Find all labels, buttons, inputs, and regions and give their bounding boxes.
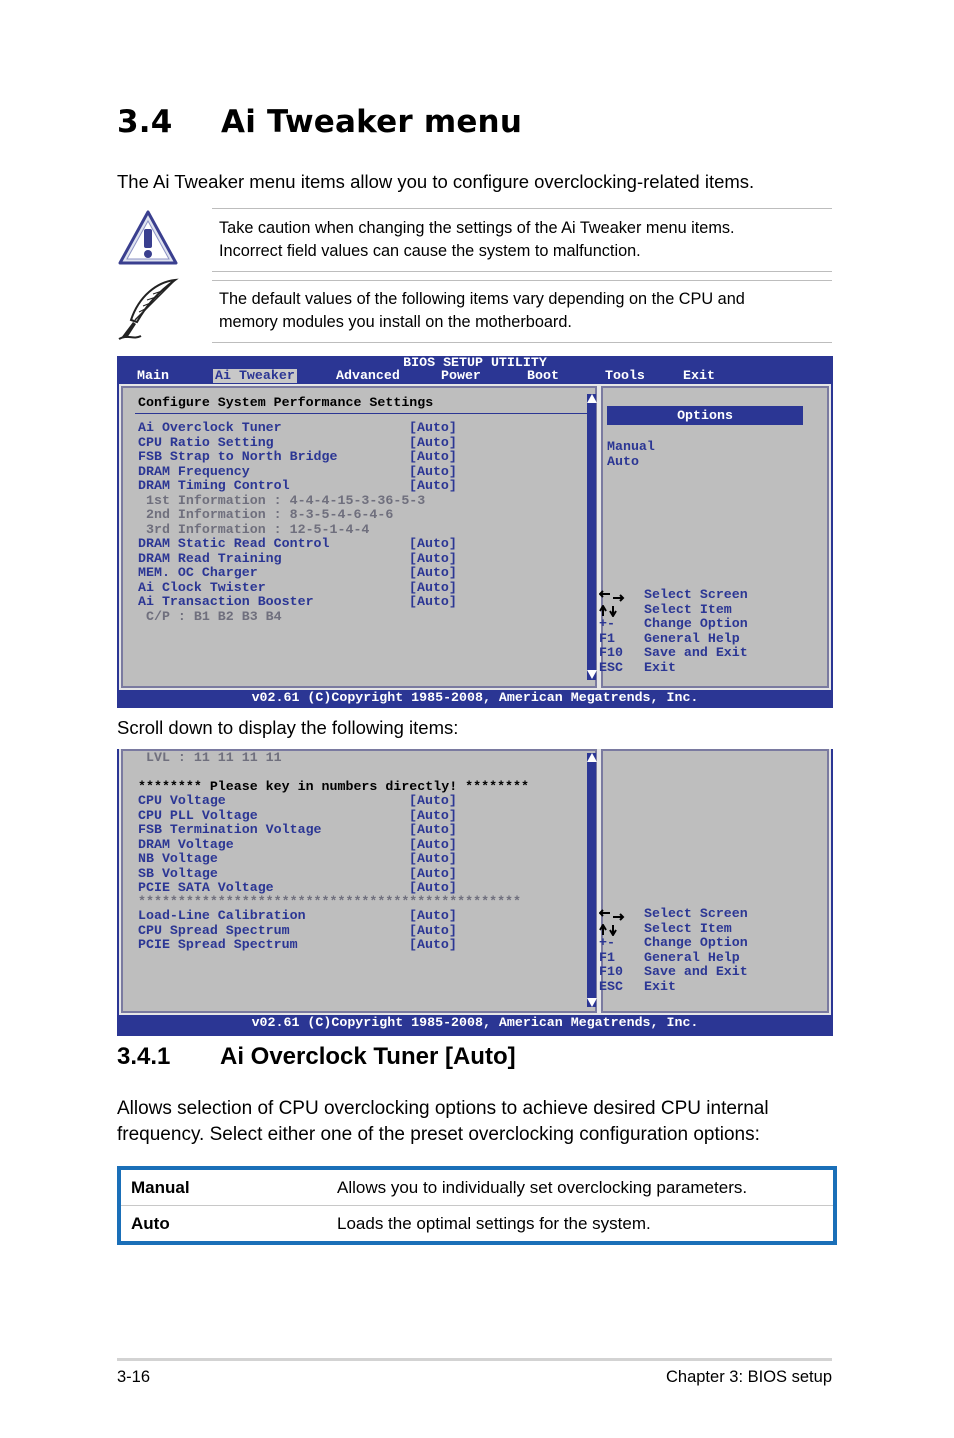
info-line: 1st Information : 4-4-4-15-3-36-5-3 <box>138 492 426 508</box>
footer-rule <box>117 1358 832 1361</box>
caution-line-2: Incorrect field values can cause the system to malfunction. <box>219 242 641 260</box>
bios-scrollbar[interactable] <box>587 394 596 680</box>
info-line: 2nd Information : 8-3-5-4-6-4-6 <box>138 507 394 522</box>
table-row <box>119 1206 835 1244</box>
key-description: Select Screen <box>644 587 748 602</box>
scroll-down-arrow-icon[interactable] <box>587 670 597 679</box>
section-title: Ai Tweaker menu <box>221 104 523 140</box>
bios-screen-scrolled <box>117 749 833 1036</box>
page-title <box>117 104 522 140</box>
setting-label[interactable]: FSB Termination Voltage <box>138 822 322 837</box>
setting-value[interactable]: [Auto] <box>409 434 457 450</box>
setting-label[interactable]: NB Voltage <box>138 851 218 866</box>
bios-footer: v02.61 (C)Copyright 1985-2008, American Megatrends, Inc. <box>251 690 699 705</box>
scroll-down-arrow-icon[interactable] <box>587 998 597 1007</box>
bios-tab-advanced[interactable]: Advanced <box>336 368 400 383</box>
option-key: Manual <box>119 1168 327 1206</box>
numbers-prompt: ******** Please key in numbers directly! ******** <box>138 779 529 794</box>
setting-value[interactable]: [Auto] <box>409 463 457 479</box>
subsection-title <box>117 1043 516 1071</box>
key-name: F10 <box>599 645 623 660</box>
scroll-up-arrow-icon[interactable] <box>587 394 597 403</box>
setting-value[interactable]: [Auto] <box>409 937 457 952</box>
separator: ************************************************ <box>138 894 522 909</box>
key-name: F1 <box>599 949 615 965</box>
option-key: Auto <box>119 1206 327 1244</box>
key-description: Select Item <box>644 601 732 617</box>
bios-section-title: Configure System Performance Settings <box>138 395 434 410</box>
setting-label[interactable]: PCIE Spread Spectrum <box>138 937 298 952</box>
key-description: Select Screen <box>644 906 748 921</box>
bios-tab-main[interactable]: Main <box>137 368 169 383</box>
scroll-caption: Scroll down to display the following items: <box>117 717 459 738</box>
caution-note <box>117 207 832 273</box>
key-name: +- <box>599 935 615 950</box>
setting-label[interactable]: DRAM Timing Control <box>138 478 290 493</box>
setting-value[interactable]: [Auto] <box>409 420 457 435</box>
bios-tab-power[interactable]: Power <box>441 368 481 383</box>
setting-value[interactable]: [Auto] <box>409 536 457 551</box>
setting-label[interactable]: CPU Voltage <box>138 793 226 808</box>
key-description: Exit <box>644 978 676 994</box>
note-line-2: memory modules you install on the motherboard. <box>219 313 572 331</box>
setting-label[interactable]: Ai Overclock Tuner <box>138 420 282 435</box>
chapter-label: Chapter 3: BIOS setup <box>665 1368 832 1386</box>
key-name: F1 <box>599 630 615 646</box>
description-paragraph: Allows selection of CPU overclocking options to achieve desired CPU internal frequency. Select either one of the preset overclocking configuration options: <box>117 1098 769 1145</box>
options-table <box>117 1166 837 1245</box>
option-desc: Allows you to individually set overclocking parameters. <box>327 1168 835 1206</box>
setting-value[interactable]: [Auto] <box>409 865 457 881</box>
feather-pen-icon <box>117 276 181 342</box>
setting-value[interactable]: [Auto] <box>409 565 457 580</box>
options-header: Options <box>607 406 803 425</box>
subsection-label: Ai Overclock Tuner [Auto] <box>220 1043 516 1070</box>
key-description: Exit <box>644 659 676 675</box>
setting-label[interactable]: PCIE SATA Voltage <box>138 880 274 895</box>
setting-value[interactable]: [Auto] <box>409 880 457 895</box>
setting-value[interactable]: [Auto] <box>409 836 457 852</box>
setting-value[interactable]: [Auto] <box>409 908 457 923</box>
option-desc: Loads the optimal settings for the system. <box>327 1206 835 1244</box>
bios-footer-2: v02.61 (C)Copyright 1985-2008, American Megatrends, Inc. <box>251 1015 699 1030</box>
setting-value[interactable]: [Auto] <box>409 822 457 837</box>
subsection-number: 3.4.1 <box>117 1043 171 1070</box>
note-line-1: The default values of the following items vary depending on the CPU and <box>219 290 745 308</box>
setting-label[interactable]: CPU Ratio Setting <box>138 434 274 450</box>
info-note <box>117 279 832 345</box>
setting-label[interactable]: DRAM Read Training <box>138 550 282 566</box>
setting-label[interactable]: Load-Line Calibration <box>138 908 306 923</box>
key-description: Change Option <box>644 616 748 631</box>
table-row <box>119 1168 835 1206</box>
key-name: ESC <box>599 659 623 675</box>
key-description: Save and Exit <box>644 645 748 660</box>
page-number: 3-16 <box>117 1368 151 1386</box>
section-number: 3.4 <box>117 104 173 140</box>
bios-scrollbar-2[interactable] <box>587 753 596 1007</box>
setting-value[interactable]: [Auto] <box>409 922 457 938</box>
up-down-arrows-icon <box>599 605 627 617</box>
key-name: ESC <box>599 978 623 994</box>
setting-value[interactable]: [Auto] <box>409 594 457 609</box>
option-manual[interactable]: Manual <box>607 439 655 454</box>
setting-label[interactable]: DRAM Static Read Control <box>138 536 330 551</box>
lvl-info: LVL : 11 11 11 11 <box>138 750 282 765</box>
setting-value[interactable]: [Auto] <box>409 793 457 808</box>
bios-tab-tools[interactable]: Tools <box>605 368 645 383</box>
setting-label[interactable]: FSB Strap to North Bridge <box>138 449 338 464</box>
setting-value[interactable]: [Auto] <box>409 807 457 823</box>
bios-tab-ai-tweaker[interactable]: Ai Tweaker <box>215 368 295 383</box>
key-name: +- <box>599 616 615 631</box>
setting-label[interactable]: Ai Transaction Booster <box>138 594 314 609</box>
setting-label[interactable]: MEM. OC Charger <box>138 565 258 580</box>
key-description: Save and Exit <box>644 964 748 979</box>
bios-tab-boot[interactable]: Boot <box>527 368 559 383</box>
info-line: C/P : B1 B2 B3 B4 <box>138 608 282 624</box>
intro-text: The Ai Tweaker menu items allow you to configure overclocking-related items. <box>117 171 755 192</box>
key-description: Select Item <box>644 920 732 936</box>
bios-tab-exit[interactable]: Exit <box>683 368 715 383</box>
setting-value[interactable]: [Auto] <box>409 449 457 464</box>
setting-value[interactable]: [Auto] <box>409 550 457 566</box>
setting-label[interactable]: CPU Spread Spectrum <box>138 922 290 938</box>
caution-line-1: Take caution when changing the settings of the Ai Tweaker menu items. <box>219 219 735 237</box>
key-description: General Help <box>644 630 740 646</box>
setting-label[interactable]: CPU PLL Voltage <box>138 807 258 823</box>
up-down-arrows-icon <box>599 924 627 936</box>
bios-help-panel <box>599 384 831 690</box>
bios-title: BIOS SETUP UTILITY <box>403 355 547 370</box>
key-description: Change Option <box>644 935 748 950</box>
setting-label[interactable]: SB Voltage <box>138 865 218 881</box>
setting-value[interactable]: [Auto] <box>409 579 457 595</box>
bios-screen-main <box>117 356 833 708</box>
option-auto[interactable]: Auto <box>607 454 639 469</box>
left-right-arrows-icon <box>599 590 627 602</box>
bios-menu-bar <box>117 356 833 384</box>
key-description: General Help <box>644 949 740 965</box>
bios-settings-panel-2 <box>119 749 599 1015</box>
setting-value[interactable]: [Auto] <box>409 478 457 493</box>
warning-triangle-icon <box>117 209 179 267</box>
setting-label[interactable]: DRAM Frequency <box>138 463 250 479</box>
scroll-up-arrow-icon[interactable] <box>587 753 597 762</box>
info-line: 3rd Information : 12-5-1-4-4 <box>138 521 370 537</box>
setting-value[interactable]: [Auto] <box>409 851 457 866</box>
left-right-arrows-icon <box>599 909 627 921</box>
bios-settings-panel <box>119 384 599 690</box>
setting-label[interactable]: DRAM Voltage <box>138 836 234 852</box>
key-name: F10 <box>599 964 623 979</box>
bios-help-panel-2 <box>599 749 831 1015</box>
setting-label[interactable]: Ai Clock Twister <box>138 579 266 595</box>
